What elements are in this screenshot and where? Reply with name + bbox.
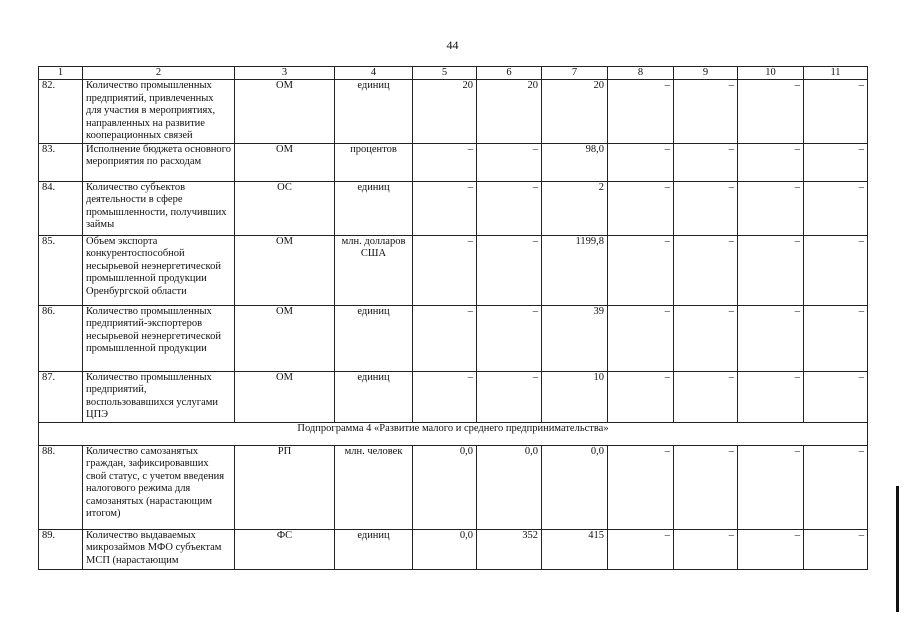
indicator-type: ОМ	[235, 143, 335, 181]
value-col-7: 0,0	[542, 445, 608, 529]
table-row	[39, 235, 868, 305]
indicator-type: ОМ	[235, 235, 335, 305]
row-number: 86.	[39, 305, 83, 371]
subprogram-title: Подпрограмма 4 «Развитие малого и среднего предпринимательства»	[39, 422, 868, 445]
value-col-8: –	[608, 235, 674, 305]
row-number: 82.	[39, 80, 83, 144]
unit-of-measure: единиц	[335, 305, 413, 371]
value-col-10: –	[738, 529, 804, 569]
unit-of-measure: единиц	[335, 181, 413, 235]
value-col-7: 98,0	[542, 143, 608, 181]
value-col-8: –	[608, 305, 674, 371]
value-col-9: –	[674, 529, 738, 569]
value-col-7: 2	[542, 181, 608, 235]
value-col-10: –	[738, 235, 804, 305]
value-col-10: –	[738, 371, 804, 422]
header-cell: 10	[738, 67, 804, 80]
header-cell: 1	[39, 67, 83, 80]
value-col-5: –	[413, 235, 477, 305]
table-row	[39, 181, 868, 235]
header-cell: 6	[477, 67, 542, 80]
value-col-6: 352	[477, 529, 542, 569]
row-number: 89.	[39, 529, 83, 569]
value-col-9: –	[674, 305, 738, 371]
header-cell: 7	[542, 67, 608, 80]
value-col-10: –	[738, 80, 804, 144]
value-col-5: 0,0	[413, 529, 477, 569]
indicator-type: РП	[235, 445, 335, 529]
value-col-11: –	[804, 143, 868, 181]
unit-of-measure: млн. долларов США	[335, 235, 413, 305]
table-row	[39, 143, 868, 181]
value-col-6: –	[477, 305, 542, 371]
value-col-6: –	[477, 371, 542, 422]
value-col-9: –	[674, 143, 738, 181]
table-row	[39, 529, 868, 569]
value-col-8: –	[608, 529, 674, 569]
scan-edge-mark	[896, 486, 899, 612]
indicator-type: ОС	[235, 181, 335, 235]
unit-of-measure: единиц	[335, 80, 413, 144]
subprogram-row	[39, 422, 868, 445]
value-col-8: –	[608, 80, 674, 144]
header-cell: 8	[608, 67, 674, 80]
indicator-name: Количество выдаваемых микрозаймов МФО субъектам МСП (нарастающим	[83, 529, 235, 569]
value-col-5: –	[413, 181, 477, 235]
indicator-type: ОМ	[235, 80, 335, 144]
value-col-11: –	[804, 529, 868, 569]
value-col-11: –	[804, 371, 868, 422]
indicator-name: Объем экспорта конкурентоспособной несырьевой неэнергетической промышленной продукции Оренбургской области	[83, 235, 235, 305]
value-col-5: 0,0	[413, 445, 477, 529]
header-cell: 9	[674, 67, 738, 80]
indicator-type: ОМ	[235, 305, 335, 371]
value-col-9: –	[674, 80, 738, 144]
indicator-name: Количество субъектов деятельности в сфере промышленности, получивших займы	[83, 181, 235, 235]
value-col-9: –	[674, 371, 738, 422]
value-col-7: 1199,8	[542, 235, 608, 305]
header-cell: 5	[413, 67, 477, 80]
table-row	[39, 371, 868, 422]
value-col-9: –	[674, 445, 738, 529]
unit-of-measure: млн. человек	[335, 445, 413, 529]
row-number: 87.	[39, 371, 83, 422]
value-col-9: –	[674, 235, 738, 305]
row-number: 88.	[39, 445, 83, 529]
table-row	[39, 80, 868, 144]
value-col-6: –	[477, 143, 542, 181]
value-col-11: –	[804, 305, 868, 371]
indicators-table	[38, 66, 868, 570]
value-col-10: –	[738, 143, 804, 181]
indicator-type: ОМ	[235, 371, 335, 422]
value-col-7: 20	[542, 80, 608, 144]
header-cell: 11	[804, 67, 868, 80]
unit-of-measure: единиц	[335, 371, 413, 422]
indicator-type: ФС	[235, 529, 335, 569]
value-col-8: –	[608, 371, 674, 422]
value-col-7: 39	[542, 305, 608, 371]
header-cell: 2	[83, 67, 235, 80]
value-col-11: –	[804, 235, 868, 305]
table-row	[39, 305, 868, 371]
header-cell: 4	[335, 67, 413, 80]
page-number: 44	[446, 38, 459, 52]
row-number: 83.	[39, 143, 83, 181]
header-row	[39, 67, 868, 80]
value-col-8: –	[608, 181, 674, 235]
table-row	[39, 445, 868, 529]
value-col-5: 20	[413, 80, 477, 144]
value-col-11: –	[804, 445, 868, 529]
value-col-11: –	[804, 80, 868, 144]
unit-of-measure: единиц	[335, 529, 413, 569]
unit-of-measure: процентов	[335, 143, 413, 181]
header-cell: 3	[235, 67, 335, 80]
indicator-name: Количество самозанятых граждан, зафиксировавших свой статус, с учетом введения налогового режима для самозанятых (нарастающим итогом)	[83, 445, 235, 529]
row-number: 85.	[39, 235, 83, 305]
indicator-name: Количество промышленных предприятий, воспользовавшихся услугами ЦПЭ	[83, 371, 235, 422]
value-col-6: –	[477, 181, 542, 235]
value-col-8: –	[608, 445, 674, 529]
value-col-5: –	[413, 371, 477, 422]
value-col-5: –	[413, 143, 477, 181]
value-col-6: –	[477, 235, 542, 305]
value-col-11: –	[804, 181, 868, 235]
indicator-name: Количество промышленных предприятий-экспортеров несырьевой неэнергетической промышленной продукции	[83, 305, 235, 371]
value-col-7: 415	[542, 529, 608, 569]
indicator-name: Количество промышленных предприятий, привлеченных для участия в мероприятиях, направленных на развитие кооперационных связей	[83, 80, 235, 144]
value-col-5: –	[413, 305, 477, 371]
row-number: 84.	[39, 181, 83, 235]
value-col-6: 20	[477, 80, 542, 144]
value-col-10: –	[738, 305, 804, 371]
value-col-10: –	[738, 445, 804, 529]
indicator-name: Исполнение бюджета основного мероприятия по расходам	[83, 143, 235, 181]
value-col-6: 0,0	[477, 445, 542, 529]
value-col-10: –	[738, 181, 804, 235]
value-col-8: –	[608, 143, 674, 181]
value-col-7: 10	[542, 371, 608, 422]
value-col-9: –	[674, 181, 738, 235]
